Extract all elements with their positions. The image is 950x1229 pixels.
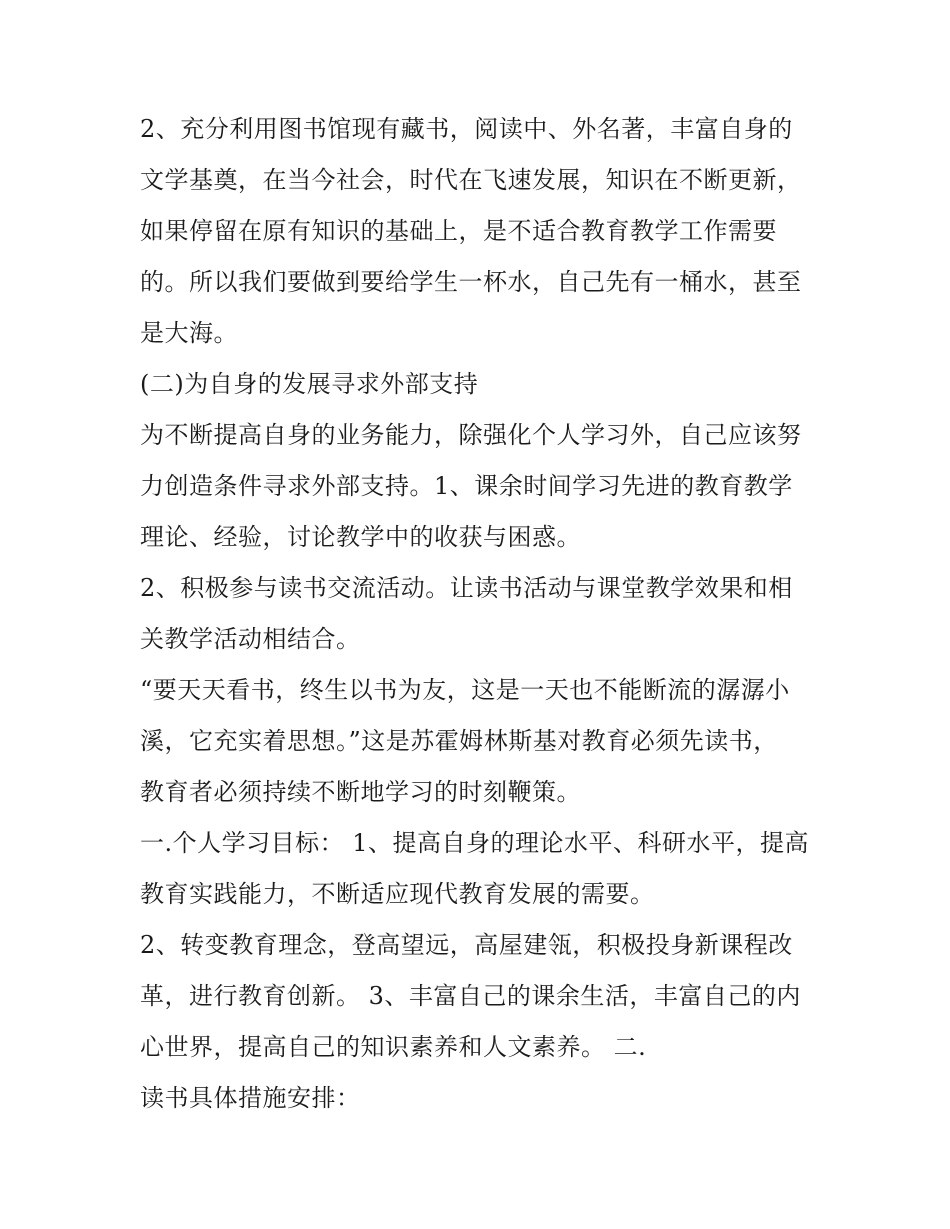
text-line: 理论、经验，讨论教学中的收获与困惑。: [140, 523, 581, 551]
paragraph-learning-goals: [140, 818, 816, 920]
text-line: 2、转变教育理念，登高望远，高屋建瓴，积极投身新课程改: [140, 931, 793, 959]
section-heading-external-support: [140, 359, 816, 410]
text-line: 溪，它充实着思想。”这是苏霍姆林斯基对教育必须先读书，: [140, 727, 778, 755]
text-line: 一.个人学习目标： 1、提高自身的理论水平、科研水平，提高: [140, 829, 810, 857]
text-line: 2、积极参与读书交流活动。让读书活动与课堂教学效果和相: [140, 574, 793, 602]
paragraph-reading-exchange: [140, 563, 816, 665]
document-body: [140, 104, 816, 1124]
text-line: (二)为自身的发展寻求外部支持: [140, 370, 479, 398]
paragraph-education-reform: [140, 920, 816, 1073]
text-line: 力创造条件寻求外部支持。1、课余时间学习先进的教育教学: [140, 472, 793, 500]
text-line: 2、充分利用图书馆现有藏书，阅读中、外名著，丰富自身的: [140, 115, 793, 143]
text-line: 文学基奠，在当今社会，时代在飞速发展，知识在不断更新，: [140, 166, 802, 194]
text-line: “要天天看书，终生以书为友，这是一天也不能断流的潺潺小: [140, 676, 790, 704]
text-line: 教育者必须持续不断地学习的时刻鞭策。: [140, 778, 581, 806]
text-line: 革，进行教育创新。 3、丰富自己的课余生活，丰富自己的内: [140, 982, 801, 1010]
text-line: 如果停留在原有知识的基础上，是不适合教育教学工作需要: [140, 217, 777, 245]
text-line: 关教学活动相结合。: [140, 625, 361, 653]
paragraph-external-support: [140, 410, 816, 563]
paragraph-reading-classics: [140, 104, 816, 359]
text-line: 心世界，提高自己的知识素养和人文素养。 二.: [140, 1033, 647, 1061]
text-line: 是大海。: [140, 319, 238, 347]
paragraph-quote: [140, 665, 816, 818]
section-heading-reading-measures: [140, 1073, 816, 1124]
text-line: 教育实践能力，不断适应现代教育发展的需要。: [140, 880, 655, 908]
text-line: 为不断提高自身的业务能力，除强化个人学习外，自己应该努: [140, 421, 802, 449]
text-line: 的。所以我们要做到要给学生一杯水，自己先有一桶水，甚至: [140, 268, 802, 296]
text-line: 读书具体措施安排：: [140, 1084, 361, 1112]
